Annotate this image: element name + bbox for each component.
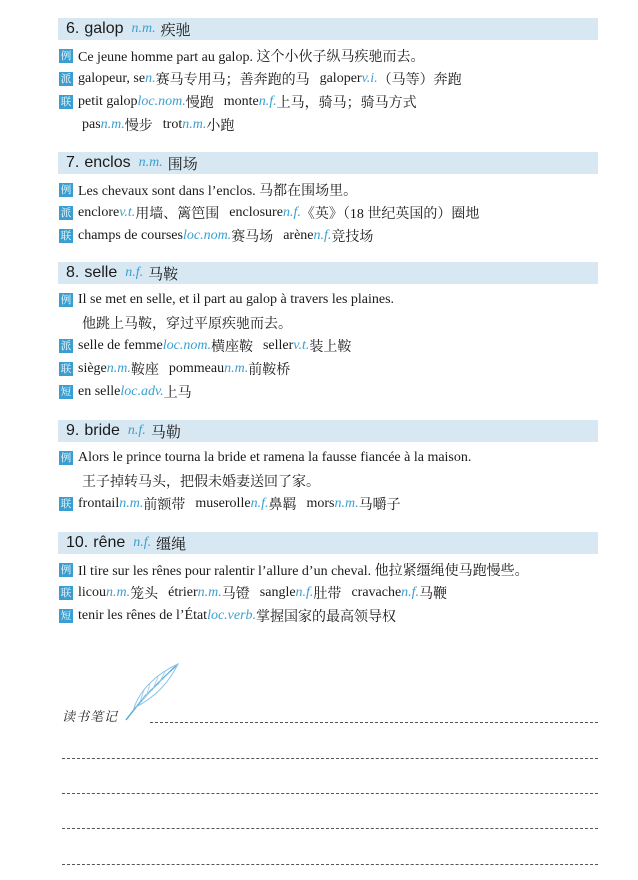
entry-row — [59, 469, 598, 492]
entry-rows — [58, 178, 598, 247]
entry-header — [58, 420, 598, 442]
entry-row — [59, 67, 598, 90]
entry-word: enclos — [84, 154, 131, 171]
part-of-speech: n.f. — [250, 495, 269, 511]
row-text: monte — [223, 93, 259, 109]
row-text: champs de courses — [78, 227, 183, 243]
derived-tag: 派 — [60, 206, 72, 219]
row-text: Les chevaux sont dans l’enclos. 马都在围场里。 — [78, 183, 358, 199]
row-text: 《英》（18 世纪英国的）圈地 — [300, 206, 480, 222]
row-text: trot — [162, 116, 183, 132]
part-of-speech: n.m. — [119, 495, 144, 511]
entry-row — [59, 604, 598, 627]
example-tag: 例 — [60, 451, 72, 464]
row-text: 竞技场 — [331, 229, 374, 245]
derived-tag: 派 — [60, 339, 72, 352]
notes-line — [62, 793, 598, 794]
part-of-speech: n.m. — [197, 584, 222, 600]
example-tag: 例 — [60, 293, 72, 306]
derived-tag: 派 — [60, 72, 72, 85]
row-text: 上马，骑马；骑马方式 — [276, 95, 417, 111]
part-of-speech: loc.nom. — [137, 93, 186, 109]
row-text: muserolle — [195, 495, 251, 511]
entry-number: 9. — [66, 422, 80, 439]
row-text: selle de femme — [78, 337, 163, 353]
part-of-speech: n.m. — [182, 116, 207, 132]
entry-translation: 围场 — [167, 155, 198, 173]
row-text: Alors le prince tourna la bride et ramena la fausse fiancée à la maison. — [78, 449, 472, 465]
row-text: 前额带 — [143, 497, 186, 513]
related-tag: 联 — [60, 95, 72, 108]
part-of-speech: n. — [145, 70, 156, 86]
entry-number: 7. — [66, 154, 80, 171]
row-text: en selle — [78, 383, 121, 399]
part-of-speech: v.t. — [293, 337, 310, 353]
entry-row — [59, 224, 598, 247]
entry-header — [58, 152, 598, 174]
notes-line — [62, 864, 598, 865]
part-of-speech: n.f. — [401, 584, 420, 600]
part-of-speech: n.f. — [282, 204, 301, 220]
row-text: 笼头 — [130, 586, 159, 602]
part-of-speech: n.m. — [100, 116, 125, 132]
row-text: 鼻羁 — [268, 497, 297, 513]
entry-row — [59, 90, 598, 113]
related-tag: 联 — [60, 586, 72, 599]
entry-translation: 缰绳 — [156, 535, 187, 553]
example-tag: 例 — [60, 49, 72, 62]
row-text: pommeau — [168, 360, 225, 376]
entry-header — [58, 262, 598, 284]
entry-row — [59, 44, 598, 67]
entry-row — [59, 581, 598, 604]
entry-translation: 疾驰 — [160, 21, 191, 39]
entry-word: bride — [84, 422, 120, 439]
row-text: 慢步 — [124, 118, 153, 134]
part-of-speech: n.f. — [313, 227, 332, 243]
related-tag: 联 — [60, 497, 72, 510]
row-text: 慢跑 — [185, 95, 214, 111]
entry-rows — [58, 558, 598, 627]
row-text: frontail — [78, 495, 120, 511]
row-text: 鞍座 — [130, 362, 159, 378]
entry-row — [59, 446, 598, 469]
entry-word: galop — [84, 20, 124, 37]
entry-translation: 马鞍 — [148, 265, 179, 283]
row-text: Il tire sur les rênes pour ralentir l’allure d’un cheval. 他拉紧缰绳使马跑慢些。 — [78, 563, 529, 579]
entry-number: 6. — [66, 20, 80, 37]
entry-pos: n.f. — [127, 423, 146, 438]
entry-row — [59, 178, 598, 201]
row-text: 赛马专用马；善奔跑的马 — [155, 72, 310, 88]
row-text: （马等）奔跑 — [377, 72, 462, 88]
row-text: galopeur, se — [78, 70, 146, 86]
entry-number: 10. — [66, 534, 89, 551]
entry-row — [59, 288, 598, 311]
feather-icon — [120, 660, 184, 724]
row-text: 掌握国家的最高领导权 — [256, 609, 397, 625]
row-text: 马嚼子 — [358, 497, 401, 513]
related-tag: 联 — [60, 362, 72, 375]
part-of-speech: n.m. — [106, 584, 131, 600]
part-of-speech: n.f. — [258, 93, 277, 109]
entry-rows — [58, 446, 598, 515]
row-text: licou — [78, 584, 106, 600]
row-text: 马镫 — [221, 586, 250, 602]
entry-header — [58, 532, 598, 554]
entry-pos: n.f. — [125, 265, 144, 280]
entry-word: rêne — [93, 534, 126, 551]
entry-rene — [58, 532, 598, 627]
entry-row — [59, 357, 598, 380]
row-text: tenir les rênes de l’État — [78, 607, 208, 623]
row-text: 横座鞍 — [210, 339, 253, 355]
row-text: cravache — [351, 584, 402, 600]
entry-pos: n.m. — [131, 21, 156, 36]
row-text: Ce jeune homme part au galop. 这个小伙子纵马疾驰而去。 — [78, 49, 425, 65]
part-of-speech: n.m. — [334, 495, 359, 511]
row-text: 前鞍桥 — [248, 362, 291, 378]
entry-row — [59, 201, 598, 224]
reading-notes-label: 读书笔记 — [62, 710, 119, 725]
row-text: 上马 — [163, 385, 192, 401]
row-text: 用墙、篱笆围 — [135, 206, 220, 222]
entry-row — [59, 558, 598, 581]
part-of-speech: n.m. — [106, 360, 131, 376]
entry-row — [59, 113, 598, 136]
part-of-speech: v.t. — [119, 204, 136, 220]
entry-row — [59, 334, 598, 357]
entry-word: selle — [84, 264, 118, 281]
row-text: enclosure — [229, 204, 283, 220]
example-tag: 例 — [60, 183, 72, 196]
related-tag: 联 — [60, 229, 72, 242]
entry-pos: n.f. — [133, 535, 152, 550]
row-text: mors — [306, 495, 335, 511]
row-text: 小跑 — [206, 118, 235, 134]
part-of-speech: v.i. — [361, 70, 378, 86]
entry-row — [59, 380, 598, 403]
entry-header — [58, 18, 598, 40]
row-text: petit galop — [78, 93, 138, 109]
row-text: pas — [82, 116, 101, 132]
row-text: Il se met en selle, et il part au galop à travers les plaines. — [78, 291, 395, 307]
entry-enclos — [58, 152, 598, 247]
phrase-tag: 短 — [60, 609, 72, 622]
part-of-speech: loc.adv. — [120, 383, 164, 399]
example-tag: 例 — [60, 563, 72, 576]
row-text: arène — [283, 227, 314, 243]
row-text: 他跳上马鞍，穿过平原疾驰而去。 — [82, 316, 292, 332]
entry-translation: 马勒 — [150, 423, 181, 441]
phrase-tag: 短 — [60, 385, 72, 398]
entry-pos: n.m. — [138, 155, 163, 170]
notes-line — [62, 828, 598, 829]
part-of-speech: n.f. — [295, 584, 314, 600]
part-of-speech: n.m. — [224, 360, 249, 376]
entry-number: 8. — [66, 264, 80, 281]
part-of-speech: loc.nom. — [182, 227, 232, 243]
row-text: 赛马场 — [231, 229, 274, 245]
row-text: étrier — [168, 584, 198, 600]
part-of-speech: loc.verb. — [207, 607, 257, 623]
row-text: galoper — [319, 70, 362, 86]
row-text: 马鞭 — [419, 586, 448, 602]
entry-row — [59, 311, 598, 334]
notes-line — [150, 722, 598, 723]
entry-row — [59, 492, 598, 515]
entry-bride — [58, 420, 598, 515]
notes-line — [62, 758, 598, 759]
row-text: seller — [262, 337, 294, 353]
entry-galop — [58, 18, 598, 136]
row-text: siège — [78, 360, 107, 376]
row-text: enclore — [78, 204, 120, 220]
entry-rows — [58, 288, 598, 403]
row-text: 装上鞍 — [309, 339, 352, 355]
row-text: 肚带 — [313, 586, 342, 602]
entry-selle — [58, 262, 598, 403]
part-of-speech: loc.nom. — [162, 337, 211, 353]
entry-rows — [58, 44, 598, 136]
row-text: sangle — [259, 584, 296, 600]
row-text: 王子掉转马头，把假未婚妻送回了家。 — [82, 474, 320, 490]
